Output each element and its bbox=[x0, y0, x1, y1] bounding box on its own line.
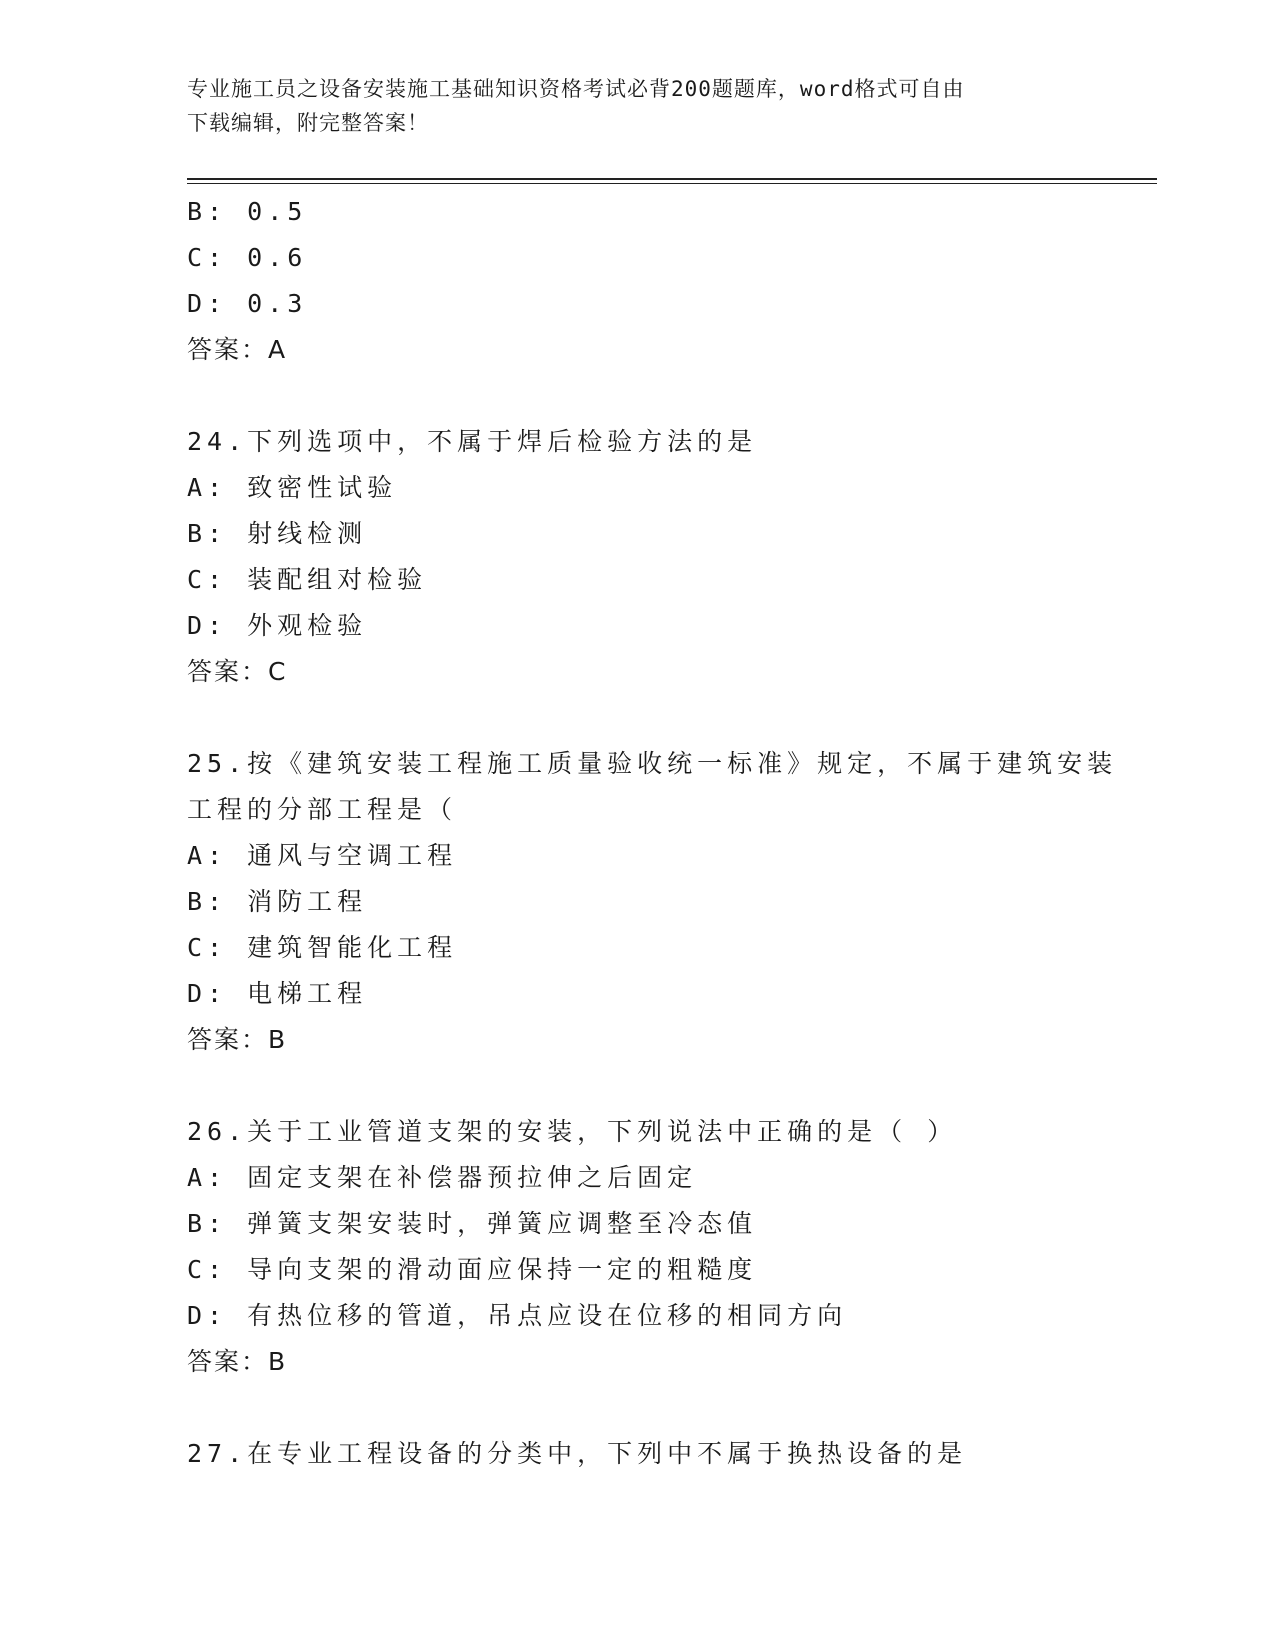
option-a: A: 致密性试验 bbox=[187, 473, 398, 502]
header-divider-thick bbox=[187, 178, 1157, 180]
document-header bbox=[187, 72, 1087, 140]
question-stem: 27.在专业工程设备的分类中，下列中不属于换热设备的是 bbox=[187, 1439, 968, 1468]
option-d: D: 有热位移的管道，吊点应设在位移的相同方向 bbox=[187, 1301, 848, 1330]
question-stem-line1: 25.按《建筑安装工程施工质量验收统一标准》规定，不属于建筑安装 bbox=[187, 749, 1118, 778]
option-a: A: 固定支架在补偿器预拉伸之后固定 bbox=[187, 1163, 698, 1192]
header-title-line1: 专业施工员之设备安装施工基础知识资格考试必背200题题库，word格式可自由 bbox=[187, 77, 965, 101]
question-26 bbox=[187, 1109, 1087, 1385]
option-c: C: 装配组对检验 bbox=[187, 565, 428, 594]
option-c: C: 0.6 bbox=[187, 243, 308, 272]
option-b: B: 0.5 bbox=[187, 197, 308, 226]
option-c: C: 建筑智能化工程 bbox=[187, 933, 458, 962]
option-c: C: 导向支架的滑动面应保持一定的粗糙度 bbox=[187, 1255, 758, 1284]
option-d: D: 0.3 bbox=[187, 289, 308, 318]
answer: 答案：A bbox=[187, 335, 288, 364]
question-24 bbox=[187, 419, 1087, 695]
option-a: A: 通风与空调工程 bbox=[187, 841, 458, 870]
answer: 答案：C bbox=[187, 657, 288, 686]
question-stem: 24.下列选项中，不属于焊后检验方法的是 bbox=[187, 427, 758, 456]
question-list bbox=[187, 189, 1118, 1477]
question-stem-line2: 工程的分部工程是（ bbox=[187, 795, 458, 824]
header-divider-thin bbox=[187, 183, 1157, 184]
question-25 bbox=[187, 741, 1118, 1063]
question-27 bbox=[187, 1431, 1087, 1477]
option-b: B: 消防工程 bbox=[187, 887, 368, 916]
option-d: D: 外观检验 bbox=[187, 611, 368, 640]
answer: 答案：B bbox=[187, 1025, 288, 1054]
option-d: D: 电梯工程 bbox=[187, 979, 368, 1008]
question-stem: 26.关于工业管道支架的安装，下列说法中正确的是（ ） bbox=[187, 1117, 958, 1146]
answer: 答案：B bbox=[187, 1347, 288, 1376]
question-23-tail bbox=[187, 189, 1087, 373]
header-title-line2: 下载编辑，附完整答案！ bbox=[187, 111, 429, 135]
option-b: B: 射线检测 bbox=[187, 519, 368, 548]
option-b: B: 弹簧支架安装时，弹簧应调整至冷态值 bbox=[187, 1209, 758, 1238]
